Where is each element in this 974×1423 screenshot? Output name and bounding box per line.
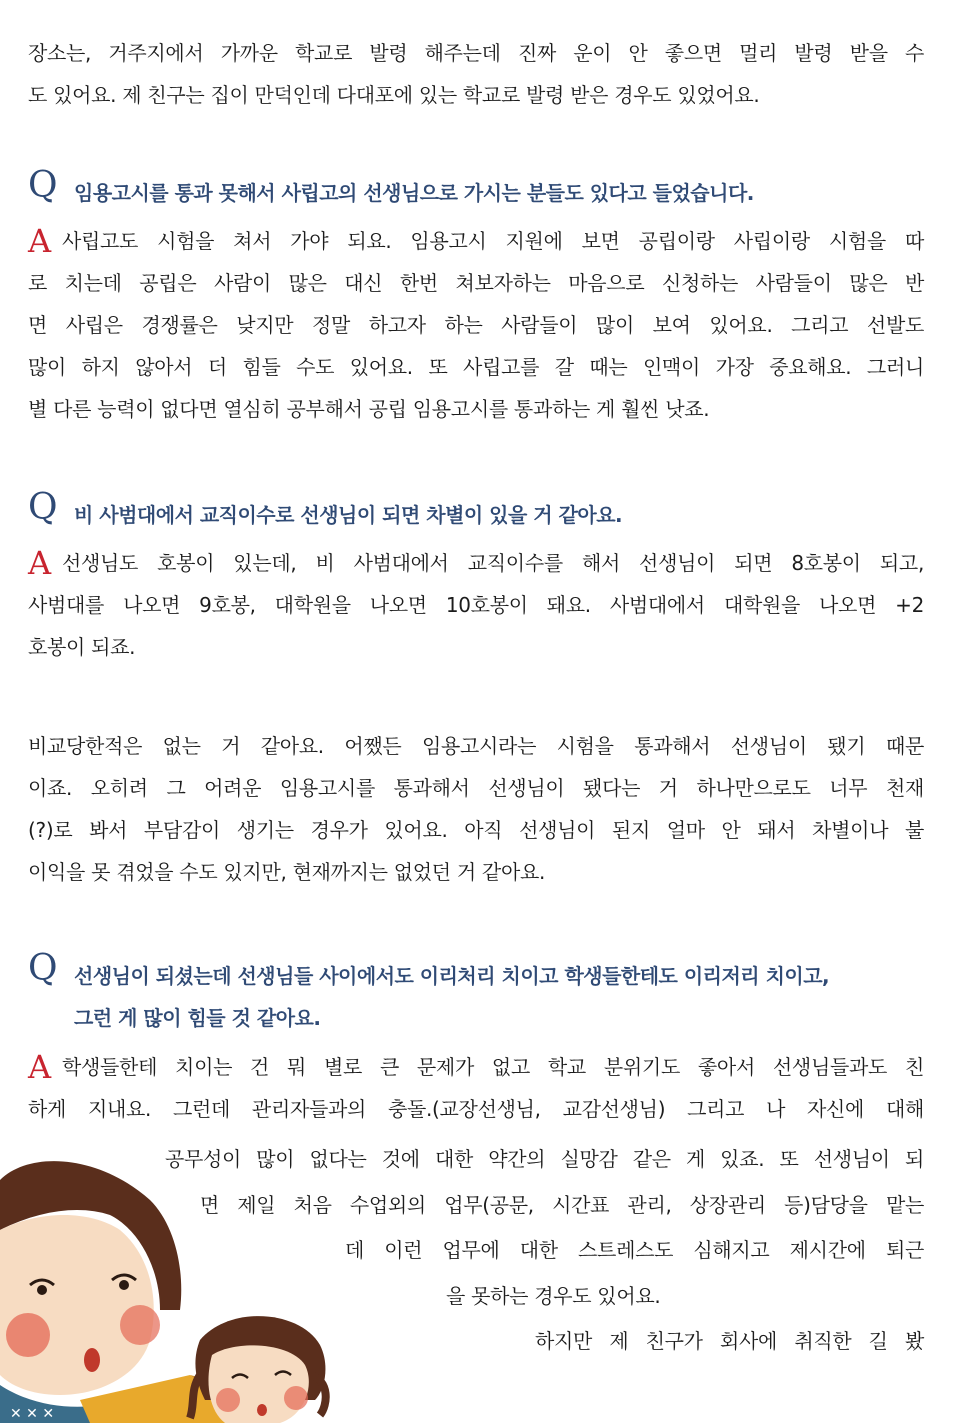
q-mark: Q bbox=[28, 487, 58, 528]
text-line: A학생들한테 치이는 건 뭐 별로 큰 문제가 없고 학교 분위기도 좋아서 선생님들과도 친 bbox=[28, 1048, 924, 1086]
text-line: A사립고도 시험을 쳐서 가야 되요. 임용고시 지원에 보면 공립이랑 사립이랑 시험을 따 bbox=[28, 222, 924, 260]
text-line: 데 이런 업무에 대한 스트레스도 심해지고 제시간에 퇴근 bbox=[345, 1238, 924, 1262]
answer-2 bbox=[28, 542, 924, 668]
text-line: A선생님도 호봉이 있는데, 비 사범대에서 교직이수를 해서 선생님이 되면 8호봉이 되고, bbox=[28, 544, 924, 582]
reading-girls-illustration bbox=[0, 1160, 330, 1423]
intro-paragraph bbox=[28, 32, 924, 116]
svg-text:✕ ✕ ✕: ✕ ✕ ✕ bbox=[10, 1406, 55, 1422]
text-line: (?)로 봐서 부담감이 생기는 경우가 있어요. 아직 선생님이 된지 얼마 안 돼서 차별이나 불 bbox=[28, 818, 924, 842]
answer-1 bbox=[28, 220, 924, 430]
question-3 bbox=[28, 948, 928, 1039]
text-line: 사범대를 나오면 9호봉, 대학원을 나오면 10호봉이 돼요. 사범대에서 대학원을 나오면 +2 bbox=[28, 593, 924, 617]
a-mark: A bbox=[28, 222, 51, 260]
question-text: 임용고시를 통과 못해서 사립고의 선생님으로 가시는 분들도 있다고 들었습니다. bbox=[74, 181, 754, 205]
text-line: 비교당한적은 없는 거 같아요. 어쨌든 임용고시라는 시험을 통과해서 선생님이 됐기 때문 bbox=[28, 734, 924, 758]
text-line: 도 있어요. 제 친구는 집이 만덕인데 다대포에 있는 학교로 발령 받은 경우도 있었어요. bbox=[28, 83, 760, 107]
question-text: 비 사범대에서 교직이수로 선생님이 되면 차별이 있을 거 같아요. bbox=[74, 503, 623, 527]
a-mark: A bbox=[28, 1048, 51, 1086]
question-text: 선생님이 되셨는데 선생님들 사이에서도 이리처리 치이고 학생들한테도 이리저리 치이고, bbox=[74, 964, 830, 988]
text-line: 하지만 제 친구가 회사에 취직한 길 봤 bbox=[535, 1329, 924, 1353]
answer-2-continued bbox=[28, 725, 924, 893]
text-line: 장소는, 거주지에서 가까운 학교로 발령 해주는데 진짜 운이 안 좋으면 멀리 발령 받을 수 bbox=[28, 41, 924, 65]
a-mark: A bbox=[28, 544, 51, 582]
answer-3-wrap-e bbox=[535, 1320, 924, 1362]
text-line: 호봉이 되죠. bbox=[28, 635, 136, 659]
text-line: 많이 하지 않아서 더 힘들 수도 있어요. 또 사립고를 갈 때는 인맥이 가장 중요해요. 그러니 bbox=[28, 355, 924, 379]
q-mark: Q bbox=[28, 165, 58, 206]
answer-3 bbox=[28, 1046, 924, 1130]
text-line: 하게 지내요. 그런데 관리자들과의 충돌.(교장선생님, 교감선생님) 그리고 나 자신에 대해 bbox=[28, 1097, 924, 1121]
question-2 bbox=[28, 487, 928, 536]
text-line: 별 다른 능력이 없다면 열심히 공부해서 공립 임용고시를 통과하는 게 훨씬 낫죠. bbox=[28, 397, 710, 421]
text-line: 이익을 못 겪었을 수도 있지만, 현재까지는 없었던 거 같아요. bbox=[28, 860, 546, 884]
text-line: 을 못하는 경우도 있어요. bbox=[446, 1284, 661, 1308]
text-line: 로 치는데 공립은 사람이 많은 대신 한번 쳐보자하는 마음으로 신청하는 사람들이 많은 반 bbox=[28, 271, 924, 295]
text-line: 면 제일 처음 수업외의 업무(공문, 시간표 관리, 상장관리 등)담당을 맡는 bbox=[200, 1193, 924, 1217]
answer-3-wrap-d bbox=[446, 1275, 696, 1317]
text-line: 공무성이 많이 없다는 것에 대한 약간의 실망감 같은 게 있죠. 또 선생님이 되 bbox=[165, 1147, 924, 1171]
answer-3-wrap-c bbox=[345, 1229, 924, 1271]
q-mark: Q bbox=[28, 948, 58, 989]
text-line: 면 사립은 경쟁률은 낮지만 정말 하고자 하는 사람들이 많이 보여 있어요. 그리고 선발도 bbox=[28, 313, 924, 337]
question-text: 그런 게 많이 힘들 것 같아요. bbox=[74, 1006, 321, 1030]
question-1 bbox=[28, 165, 928, 214]
text-line: 이죠. 오히려 그 어려운 임용고시를 통과해서 선생님이 됐다는 거 하나만으로도 너무 천재 bbox=[28, 776, 924, 800]
